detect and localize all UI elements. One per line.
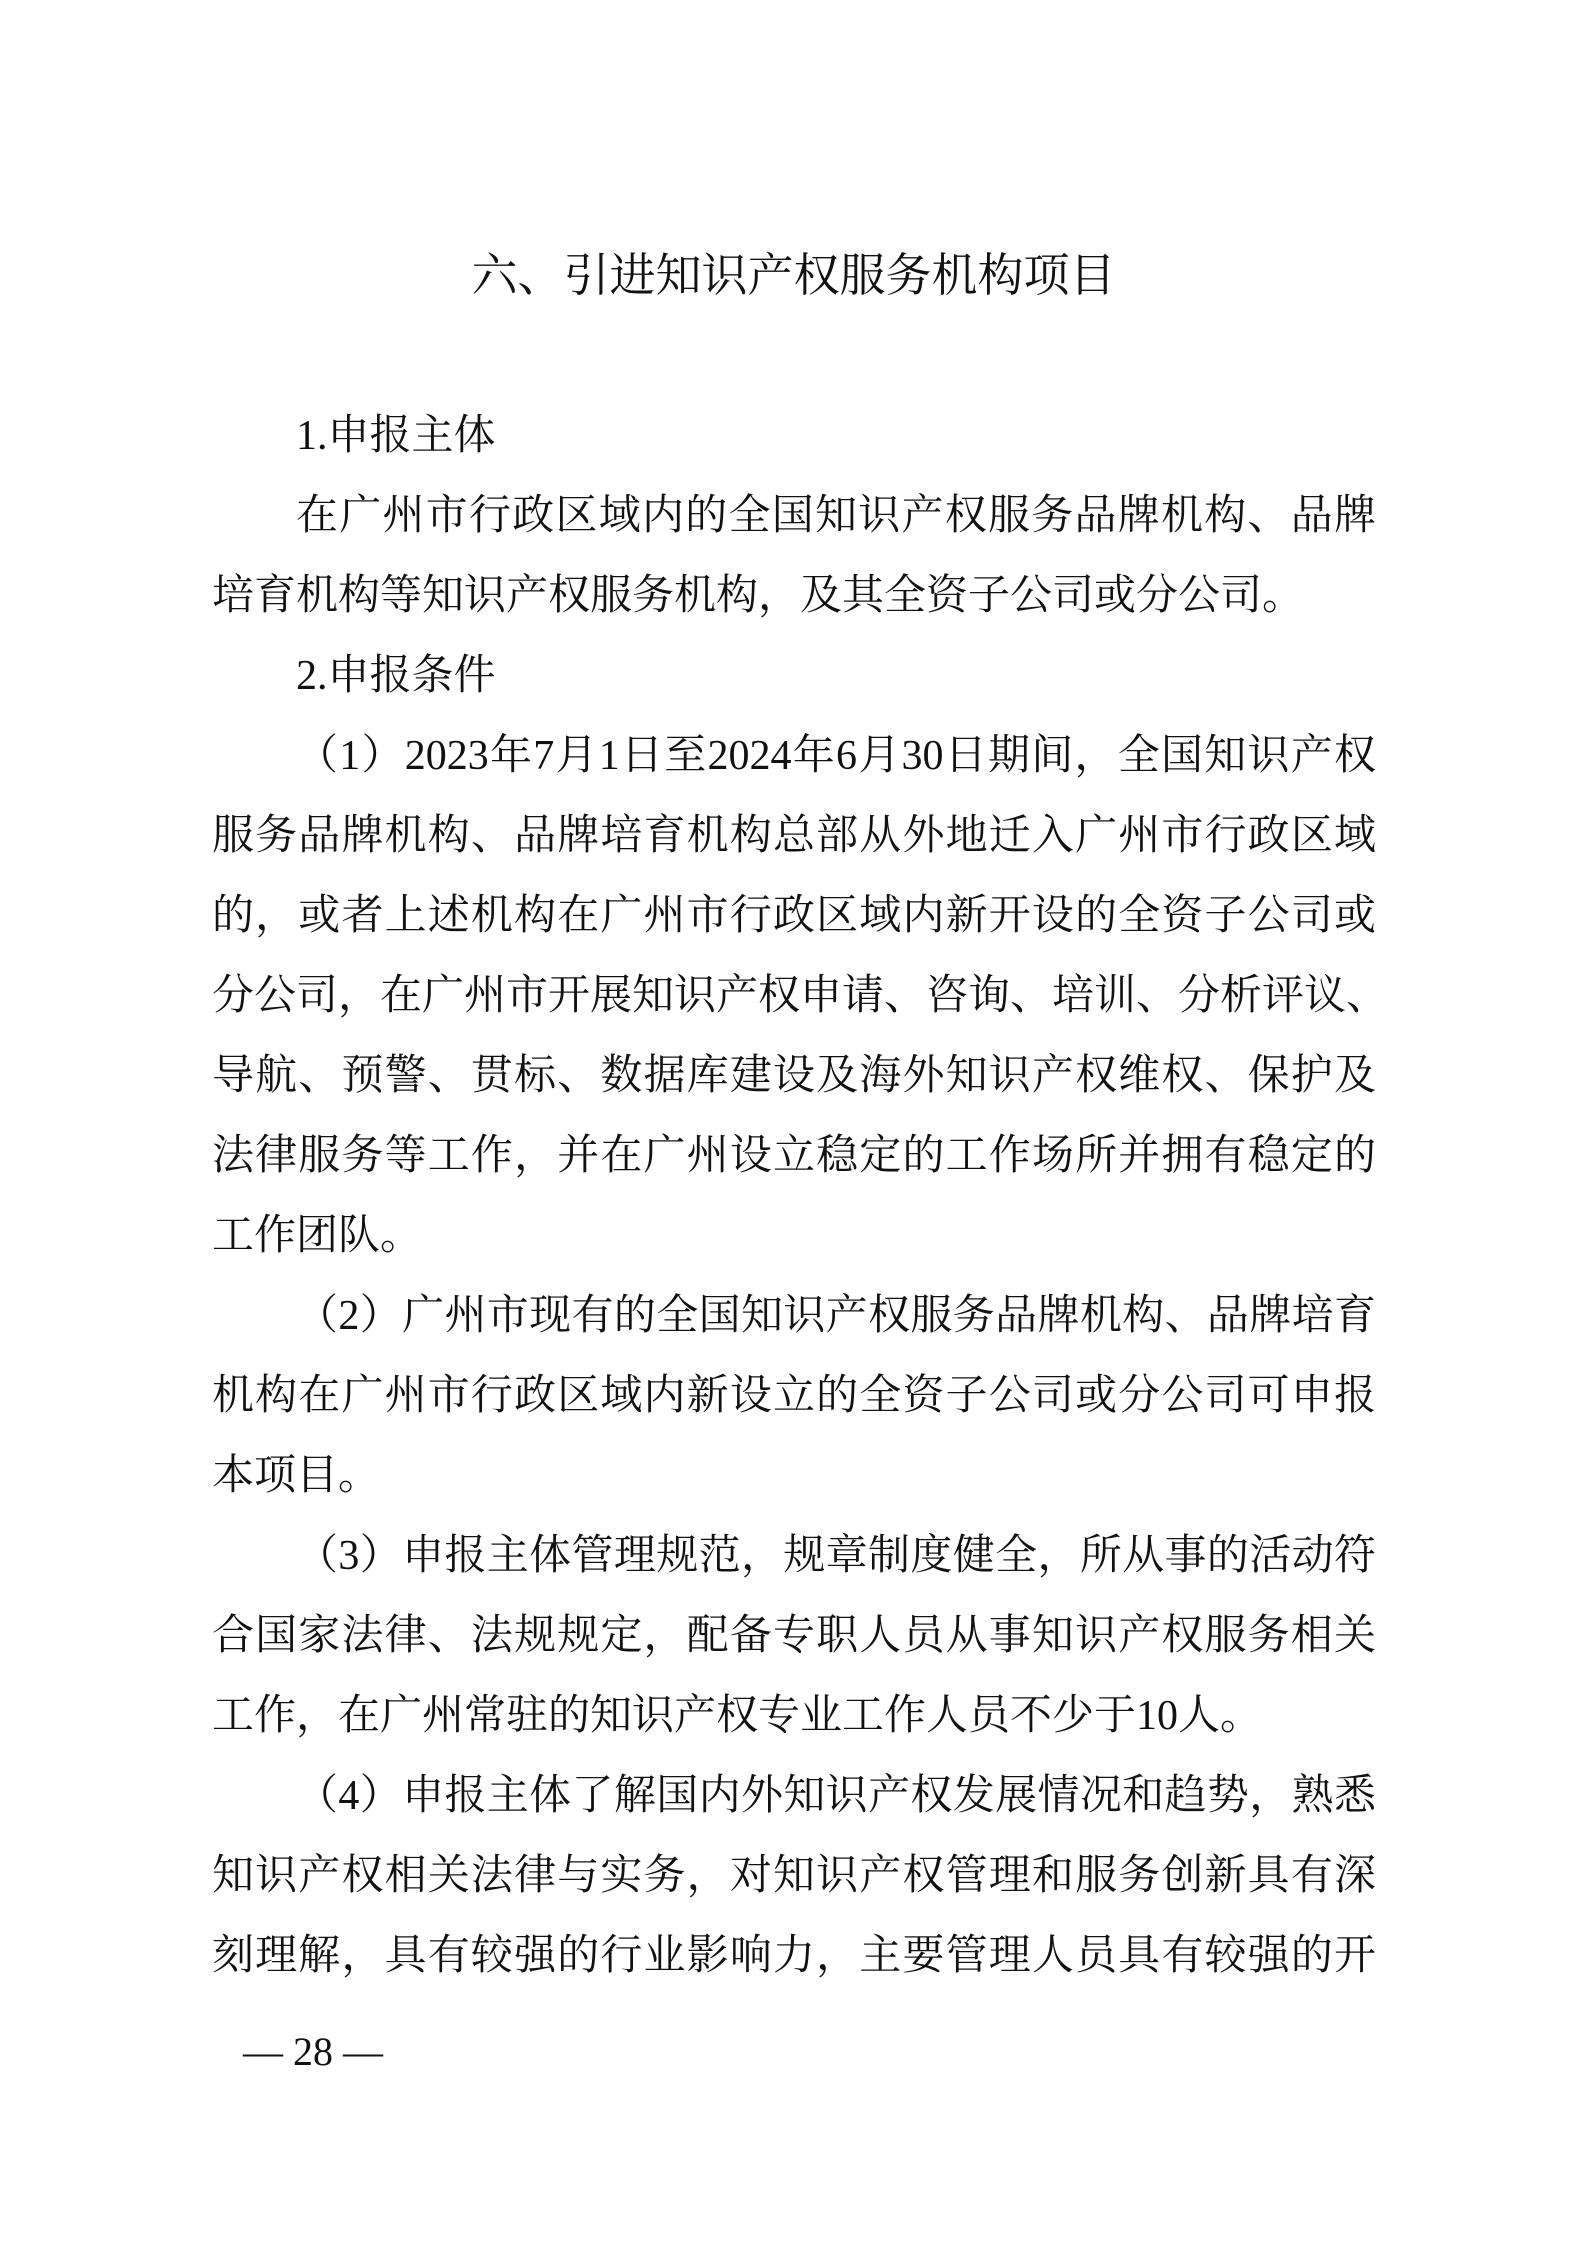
text-line: 1.申报主体 xyxy=(296,413,496,459)
section-title: 六、引进知识产权服务机构项目 xyxy=(471,250,1116,301)
text-line: 服务品牌机构、品牌培育机构总部从外地迁入广州市行政区域 xyxy=(212,813,1376,859)
paragraph-condition-4 xyxy=(212,1756,1376,1996)
text-line: 分公司，在广州市开展知识产权申请、咨询、培训、分析评议、 xyxy=(212,973,1389,1019)
text-line: 工作团队。 xyxy=(212,1213,423,1259)
document-body xyxy=(212,396,1389,1996)
text-line: 法律服务等工作，并在广州设立稳定的工作场所并拥有稳定的 xyxy=(212,1133,1376,1179)
text-line: （3）申报主体管理规范，规章制度健全，所从事的活动符 xyxy=(296,1533,1376,1579)
text-line: 合国家法律、法规规定，配备专职人员从事知识产权服务相关 xyxy=(212,1613,1376,1659)
text-line: 导航、预警、贯标、数据库建设及海外知识产权维权、保护及 xyxy=(212,1053,1376,1099)
paragraph-condition-3 xyxy=(212,1516,1376,1756)
text-line: （4）申报主体了解国内外知识产权发展情况和趋势，熟悉 xyxy=(296,1773,1376,1819)
text-line: 本项目。 xyxy=(212,1453,381,1499)
text-line: 工作，在广州常驻的知识产权专业工作人员不少于10人。 xyxy=(212,1693,1263,1739)
text-line: 知识产权相关法律与实务，对知识产权管理和服务创新具有深 xyxy=(212,1853,1376,1899)
paragraph-condition-2 xyxy=(212,1276,1376,1516)
text-line: 刻理解，具有较强的行业影响力，主要管理人员具有较强的开 xyxy=(212,1933,1376,1979)
text-line: （2）广州市现有的全国知识产权服务品牌机构、品牌培育 xyxy=(296,1293,1376,1339)
paragraph-condition-1 xyxy=(212,716,1389,1276)
paragraph-applicant-description xyxy=(212,476,1376,636)
text-line: 在广州市行政区域内的全国知识产权服务品牌机构、品牌 xyxy=(296,493,1376,539)
text-line: 的，或者上述机构在广州市行政区域内新开设的全资子公司或 xyxy=(212,893,1376,939)
text-line: 2.申报条件 xyxy=(296,653,496,699)
text-line: 机构在广州市行政区域内新设立的全资子公司或分公司可申报 xyxy=(212,1373,1376,1419)
page-number: — 28 — xyxy=(243,2029,383,2074)
text-line: （1）2023年7月1日至2024年6月30日期间，全国知识产权 xyxy=(296,733,1376,779)
heading-applicant xyxy=(212,396,1376,476)
heading-conditions xyxy=(212,636,1376,716)
text-line: 培育机构等知识产权服务机构，及其全资子公司或分公司。 xyxy=(212,573,1305,619)
